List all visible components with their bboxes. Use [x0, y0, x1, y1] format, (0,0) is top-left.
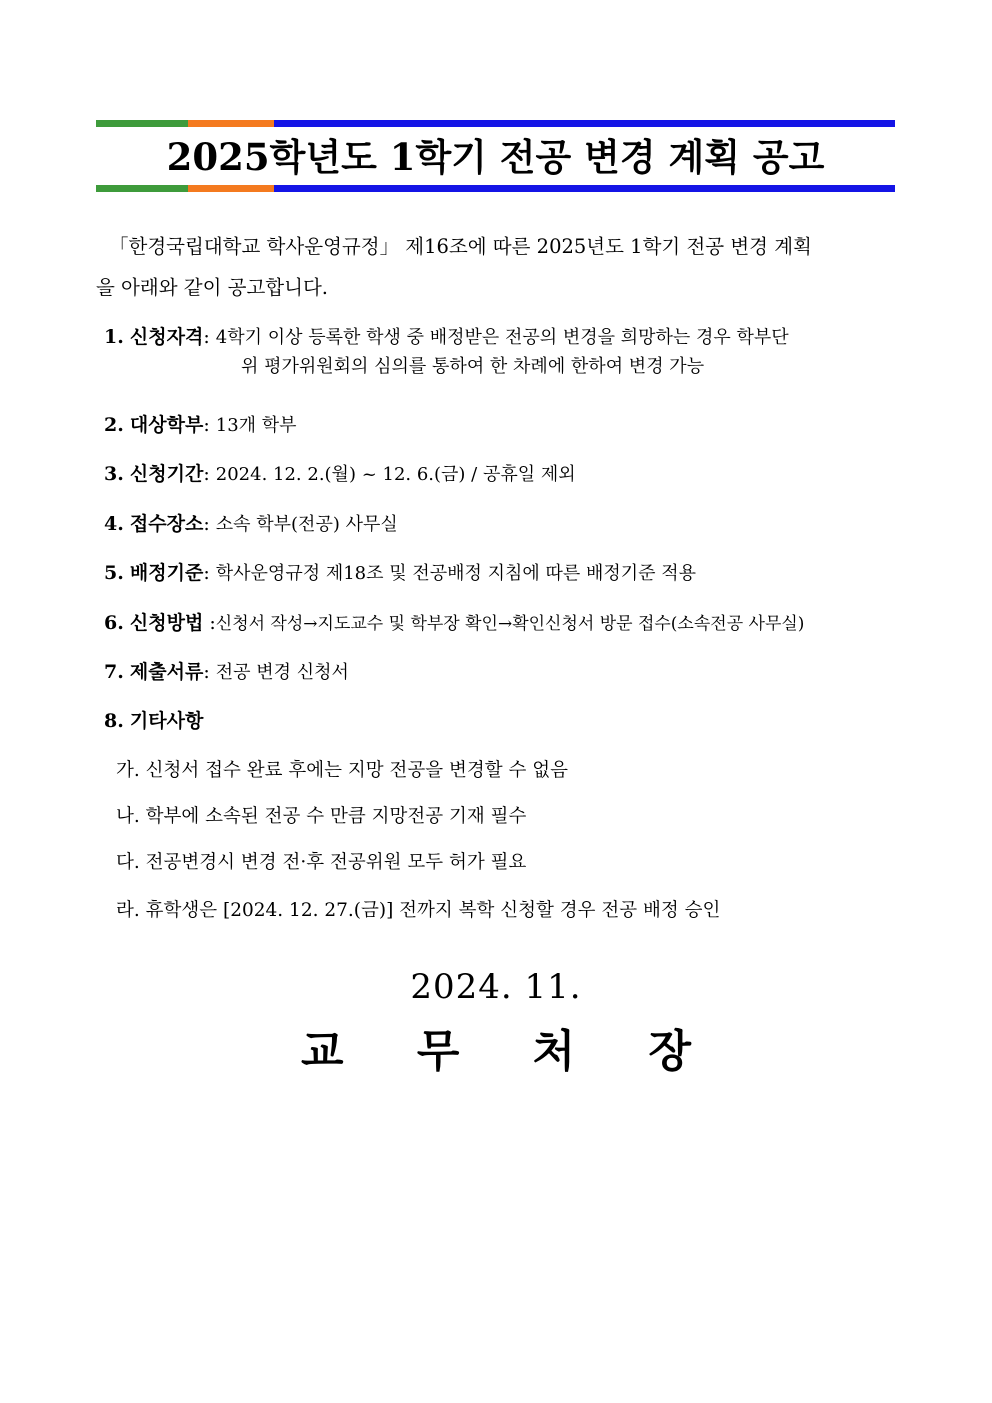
notice-title: 2025학년도 1학기 전공 변경 계획 공고	[166, 135, 825, 179]
bar-green-segment	[96, 120, 188, 127]
item-label: 신청자격	[129, 326, 204, 348]
signer-title	[0, 1022, 992, 1082]
item-number: 7.	[104, 661, 124, 683]
sub-item: 다. 전공변경시 변경 전·후 전공위원 모두 허가 필요	[116, 852, 527, 873]
item-separator: :	[203, 661, 216, 683]
item-separator: :	[203, 513, 216, 535]
signer-char: 처	[532, 1026, 576, 1077]
item-number: 3.	[104, 463, 124, 485]
item-value: 학사운영규정 제18조 및 전공배정 지침에 따른 배정기준 적용	[215, 563, 697, 584]
item-number: 6.	[104, 612, 124, 634]
item-assignment-criteria	[104, 558, 899, 589]
header-bottom-bar	[96, 185, 895, 192]
bar-blue-segment	[274, 120, 895, 127]
item-label: 신청기간	[129, 463, 204, 485]
item-label: 제출서류	[129, 661, 204, 683]
item-label: 기타사항	[129, 710, 204, 732]
item-value: 13개 학부	[215, 415, 297, 436]
bar-green-segment	[96, 185, 188, 192]
signer-char: 교	[300, 1026, 344, 1077]
item-target-departments	[104, 410, 899, 441]
item-value: 소속 학부(전공) 사무실	[215, 514, 398, 535]
signer-char: 장	[648, 1026, 692, 1077]
item-other-notes	[104, 706, 899, 736]
item-number: 2.	[104, 414, 124, 436]
item-value: 2024. 12. 2.(월) ~ 12. 6.(금) / 공휴일 제외	[215, 464, 576, 485]
sub-item: 라. 휴학생은 [2024. 12. 27.(금)] 전까지 복학 신청할 경우 전공 배정 승인	[116, 900, 721, 921]
item-separator: :	[203, 326, 216, 348]
item-submission-place	[104, 509, 899, 540]
item-number: 5.	[104, 562, 124, 584]
item-application-method	[104, 608, 899, 639]
bar-orange-segment	[188, 120, 274, 127]
item-separator: :	[203, 463, 216, 485]
item-label: 접수장소	[129, 513, 204, 535]
item-separator: :	[203, 562, 216, 584]
item-number: 8.	[104, 710, 124, 732]
item-value-continued: 위 평가위원회의 심의를 통하여 한 차례에 한하여 변경 가능	[241, 356, 705, 377]
signer-char: 무	[416, 1026, 460, 1077]
bar-orange-segment	[188, 185, 274, 192]
item-number: 4.	[104, 513, 124, 535]
sub-item: 가. 신청서 접수 완료 후에는 지망 전공을 변경할 수 없음	[116, 760, 568, 781]
item-required-documents	[104, 657, 899, 688]
bar-blue-segment	[274, 185, 895, 192]
item-number: 1.	[104, 326, 124, 348]
header-top-bar	[96, 120, 895, 127]
item-label: 배정기준	[129, 562, 204, 584]
item-eligibility	[104, 322, 899, 377]
item-value: 4학기 이상 등록한 학생 중 배정받은 전공의 변경을 희망하는 경우 학부단	[215, 327, 789, 348]
intro-line-2: 을 아래와 같이 공고합니다.	[96, 276, 329, 299]
item-value: 신청서 작성→지도교수 및 학부장 확인→확인신청서 방문 접수(소속전공 사무실)	[215, 614, 805, 634]
item-label: 대상학부	[129, 414, 204, 436]
intro-line-1: 「한경국립대학교 학사운영규정」 제16조에 따른 2025년도 1학기 전공 변경 계획	[109, 235, 812, 258]
item-separator: :	[203, 612, 216, 634]
notice-date: 2024. 11.	[410, 967, 582, 1007]
item-value: 전공 변경 신청서	[215, 662, 349, 683]
item-separator: :	[203, 414, 216, 436]
item-label: 신청방법	[129, 612, 204, 634]
sub-item: 나. 학부에 소속된 전공 수 만큼 지망전공 기재 필수	[116, 806, 527, 827]
item-application-period	[104, 459, 899, 490]
